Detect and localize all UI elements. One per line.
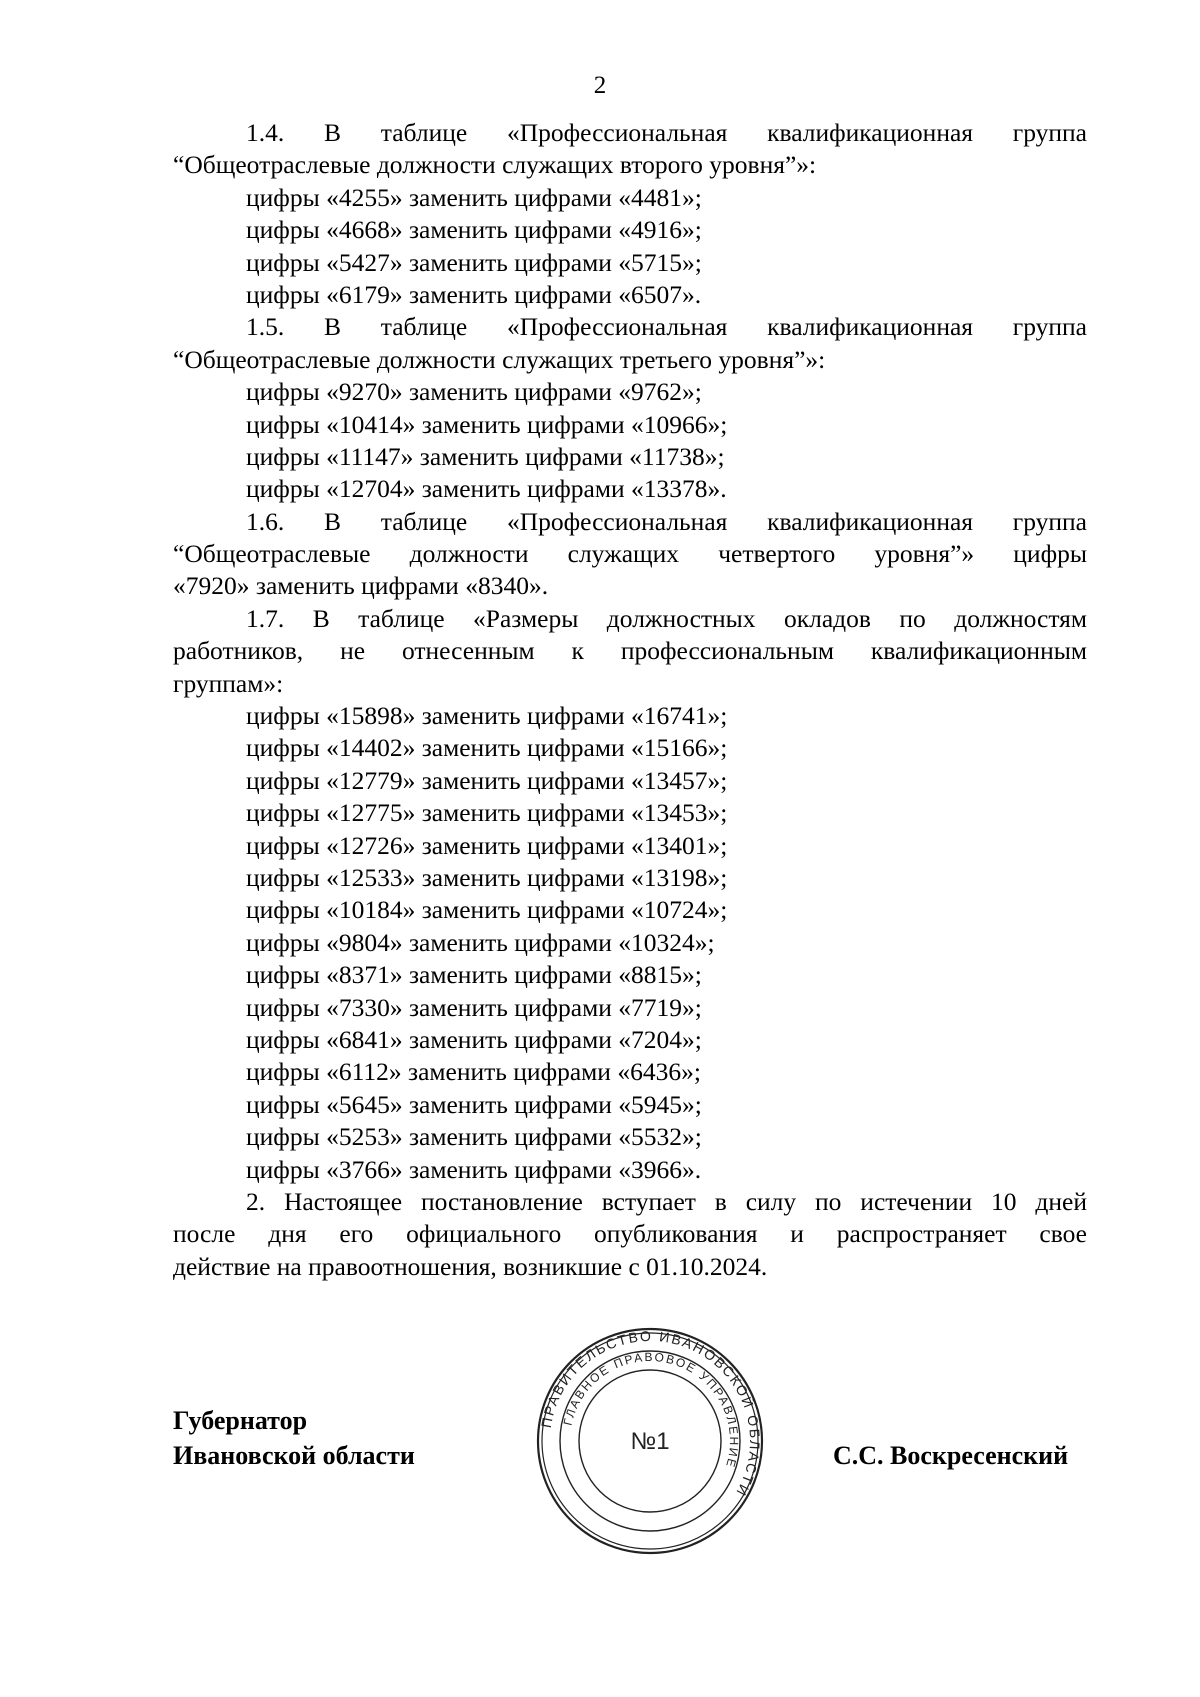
text-line: цифры «11147» заменить цифрами «11738»;	[246, 441, 725, 471]
text-line: 1.4. В таблице «Профессиональная квалификационная группа	[246, 118, 1087, 147]
text-line: работников, не отнесенным к профессиональным квалификационным	[173, 636, 1087, 666]
text-line: цифры «9270» заменить цифрами «9762»;	[246, 377, 702, 407]
text-line: цифры «12533» заменить цифрами «13198»;	[246, 862, 728, 892]
text-line: цифры «6112» заменить цифрами «6436»;	[246, 1057, 701, 1087]
text-line: цифры «5427» заменить цифрами «5715»;	[246, 247, 702, 277]
text-line: цифры «9804» заменить цифрами «10324»;	[246, 927, 715, 957]
text-line: цифры «4255» заменить цифрами «4481»;	[246, 182, 702, 212]
text-line: 1.7. В таблице «Размеры должностных окладов по должностям	[246, 603, 1087, 633]
text-line: цифры «12726» заменить цифрами «13401»;	[246, 830, 728, 860]
text-line: действие на правоотношения, возникшие с 01.10.2024.	[173, 1251, 768, 1281]
text-line: цифры «15898» заменить цифрами «16741»;	[246, 701, 728, 731]
text-line: «7920» заменить цифрами «8340».	[173, 571, 549, 601]
text-line: “Общеотраслевые должности служащих второго уровня”»:	[173, 150, 817, 180]
text-line: 2. Настоящее постановление вступает в силу по истечении 10 дней	[246, 1186, 1087, 1216]
text-line: “Общеотраслевые должности служащих четвертого уровня”» цифры	[173, 539, 1087, 569]
text-line: цифры «10414» заменить цифрами «10966»;	[246, 409, 728, 439]
text-line: цифры «3766» заменить цифрами «3966».	[246, 1154, 702, 1184]
text-line: цифры «6841» заменить цифрами «7204»;	[246, 1024, 702, 1054]
text-line: цифры «6179» заменить цифрами «6507».	[246, 279, 702, 309]
text-line: цифры «8371» заменить цифрами «8815»;	[246, 960, 702, 990]
text-line: цифры «12779» заменить цифрами «13457»;	[246, 765, 728, 795]
text-line: цифры «12775» заменить цифрами «13453»;	[246, 798, 728, 828]
signatory-name: С.С. Воскресенский	[833, 1441, 1069, 1470]
text-line: цифры «10184» заменить цифрами «10724»;	[246, 895, 728, 925]
text-line: цифры «14402» заменить цифрами «15166»;	[246, 733, 728, 763]
text-line: цифры «4668» заменить цифрами «4916»;	[246, 215, 702, 245]
text-line: 1.6. В таблице «Профессиональная квалификационная группа	[246, 506, 1087, 536]
text-line: 1.5. В таблице «Профессиональная квалификационная группа	[246, 312, 1087, 342]
text-line: “Общеотраслевые должности служащих третьего уровня”»:	[173, 344, 826, 374]
signatory-position-line1: Губернатор	[173, 1406, 308, 1435]
text-line: группам»:	[173, 668, 284, 698]
text-line: цифры «7330» заменить цифрами «7719»;	[246, 992, 702, 1022]
stamp-outer-text: ПРАВИТЕЛЬСТВО ИВАНОВСКОЙ ОБЛАСТИ	[537, 1327, 764, 1501]
page-number: 2	[593, 72, 607, 99]
stamp-inner-text: ГЛАВНОЕ ПРАВОВОЕ УПРАВЛЕНИЕ	[560, 1349, 742, 1471]
text-line: цифры «5253» заменить цифрами «5532»;	[246, 1122, 702, 1152]
text-line: цифры «12704» заменить цифрами «13378».	[246, 474, 727, 504]
document-body	[173, 117, 1087, 1283]
stamp-number: №1	[630, 1428, 670, 1455]
text-line: цифры «5645» заменить цифрами «5945»;	[246, 1089, 702, 1119]
official-stamp	[536, 1327, 764, 1555]
text-line: после дня его официального опубликования и распространяет свое	[173, 1219, 1087, 1249]
signatory-position	[173, 1403, 415, 1473]
signatory-position-line2: Ивановской области	[173, 1441, 415, 1470]
